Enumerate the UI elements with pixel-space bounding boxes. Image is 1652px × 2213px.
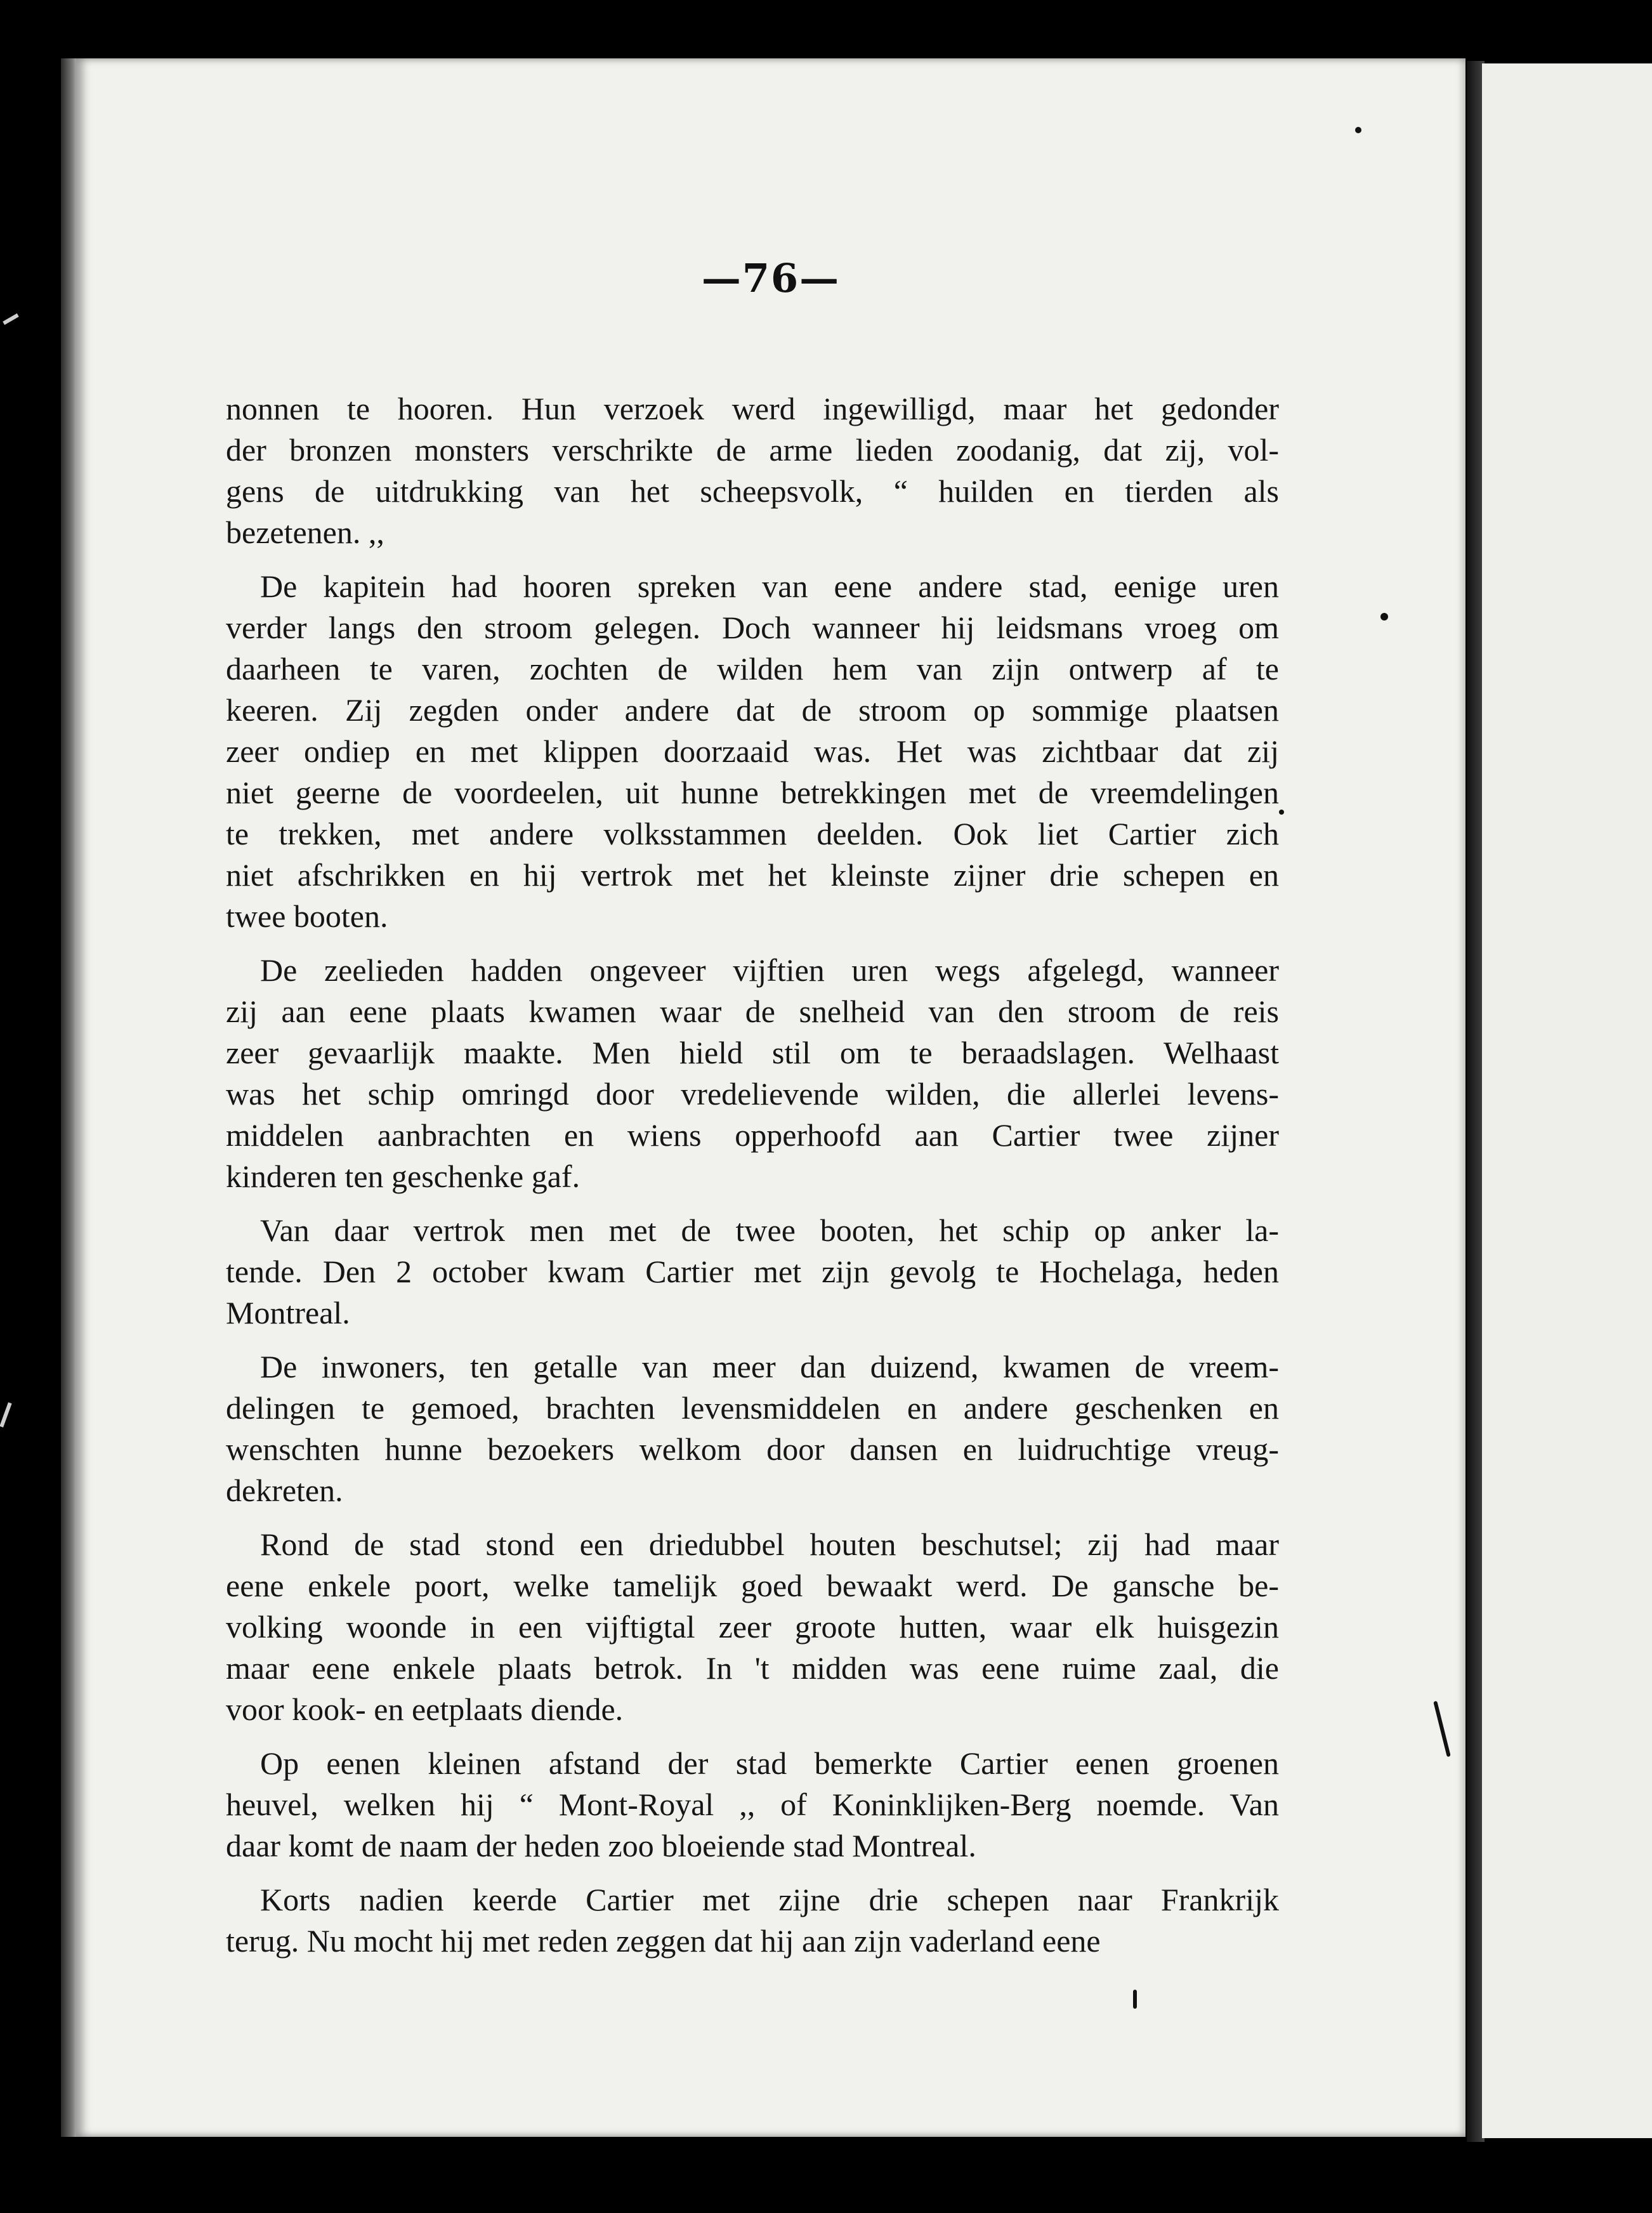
text-line: niet afschrikken en hij vertrok met het kleinste zijner drie schepen en — [226, 857, 1279, 893]
scan-speck — [1380, 613, 1388, 621]
text-line: delingen te gemoed, brachten levensmiddelen en andere geschenken en — [226, 1390, 1279, 1426]
text-line: tende. Den 2 october kwam Cartier met zijn gevolg te Hochelaga, heden — [226, 1254, 1279, 1289]
paragraph-gap — [226, 1197, 1279, 1210]
paragraph-gap — [226, 1867, 1279, 1879]
text-line: der bronzen monsters verschrikte de arme lieden zoodanig, dat zij, vol- — [226, 432, 1279, 468]
page-number: —76— — [701, 255, 841, 301]
scan-speck — [1133, 1990, 1137, 2009]
scan-speck — [1355, 127, 1361, 133]
text-line: Van daar vertrok men met de twee booten, het schip op anker la- — [260, 1212, 1279, 1248]
text-line: verder langs den stroom gelegen. Doch wanneer hij leidsmans vroeg om — [226, 610, 1279, 645]
book-page — [76, 58, 1465, 2137]
paragraph-gap — [226, 553, 1279, 566]
text-line: voor kook- en eetplaats diende. — [226, 1691, 624, 1727]
text-line: terug. Nu mocht hij met reden zeggen dat hij aan zijn vaderland eene — [226, 1923, 1101, 1959]
text-line: dekreten. — [226, 1473, 343, 1508]
paragraph-gap — [226, 1730, 1279, 1743]
text-line: was het schip omringd door vredelievende wilden, die allerlei levens- — [226, 1076, 1279, 1112]
text-line: Op eenen kleinen afstand der stad bemerkte Cartier eenen groenen — [260, 1745, 1279, 1781]
text-line: keeren. Zij zegden onder andere dat de stroom op sommige plaatsen — [226, 692, 1279, 728]
text-line: bezetenen. ,, — [226, 515, 384, 550]
text-line: twee booten. — [226, 898, 388, 934]
text-line: heuvel, welken hij “ Mont-Royal ,, of Koninklijken-Berg noemde. Van — [226, 1787, 1279, 1822]
text-line: daar komt de naam der heden zoo bloeiende stad Montreal. — [226, 1828, 976, 1863]
text-line: De kapitein had hooren spreken van eene andere stad, eenige uren — [260, 568, 1279, 604]
paragraph-gap — [226, 937, 1279, 950]
text-line: Montreal. — [226, 1295, 350, 1330]
text-line: nonnen te hooren. Hun verzoek werd ingewilligd, maar het gedonder — [226, 391, 1279, 426]
paragraph-gap — [226, 1334, 1279, 1346]
text-line: volking woonde in een vijftigtal zeer groote hutten, waar elk huisgezin — [226, 1609, 1279, 1645]
text-line: zij aan eene plaats kwamen waar de snelheid van den stroom de reis — [226, 994, 1279, 1029]
text-line: niet geerne de voordeelen, uit hunne betrekkingen met de vreemdelingen — [226, 775, 1279, 810]
text-line: eene enkele poort, welke tamelijk goed bewaakt werd. De gansche be- — [226, 1568, 1279, 1603]
text-line: gens de uitdrukking van het scheepsvolk, “ huilden en tierden als — [226, 473, 1279, 509]
text-line: Rond de stad stond een driedubbel houten beschutsel; zij had maar — [260, 1527, 1279, 1562]
body-text — [226, 388, 1279, 1962]
text-line: daarheen te varen, zochten de wilden hem van zijn ontwerp af te — [226, 651, 1279, 686]
text-line: zeer gevaarlijk maakte. Men hield stil om te beraadslagen. Welhaast — [226, 1035, 1279, 1070]
next-page-fragment — [1482, 63, 1652, 2138]
text-line: Korts nadien keerde Cartier met zijne drie schepen naar Frankrijk — [260, 1882, 1279, 1917]
text-line: te trekken, met andere volksstammen deelden. Ook liet Cartier zich — [226, 816, 1279, 851]
text-line: De inwoners, ten getalle van meer dan duizend, kwamen de vreem- — [260, 1349, 1279, 1384]
text-line: middelen aanbrachten en wiens opperhoofd aan Cartier twee zijner — [226, 1117, 1279, 1153]
scan-speck — [1279, 810, 1284, 815]
paragraph-gap — [226, 1511, 1279, 1524]
text-line: wenschten hunne bezoekers welkom door dansen en luidruchtige vreug- — [226, 1431, 1279, 1467]
text-line: kinderen ten geschenke gaf. — [226, 1159, 580, 1194]
text-line: De zeelieden hadden ongeveer vijftien uren wegs afgelegd, wanneer — [260, 952, 1279, 988]
text-line: zeer ondiep en met klippen doorzaaid was. Het was zichtbaar dat zij — [226, 733, 1279, 769]
text-line: maar eene enkele plaats betrok. In 't midden was eene ruime zaal, die — [226, 1650, 1279, 1686]
